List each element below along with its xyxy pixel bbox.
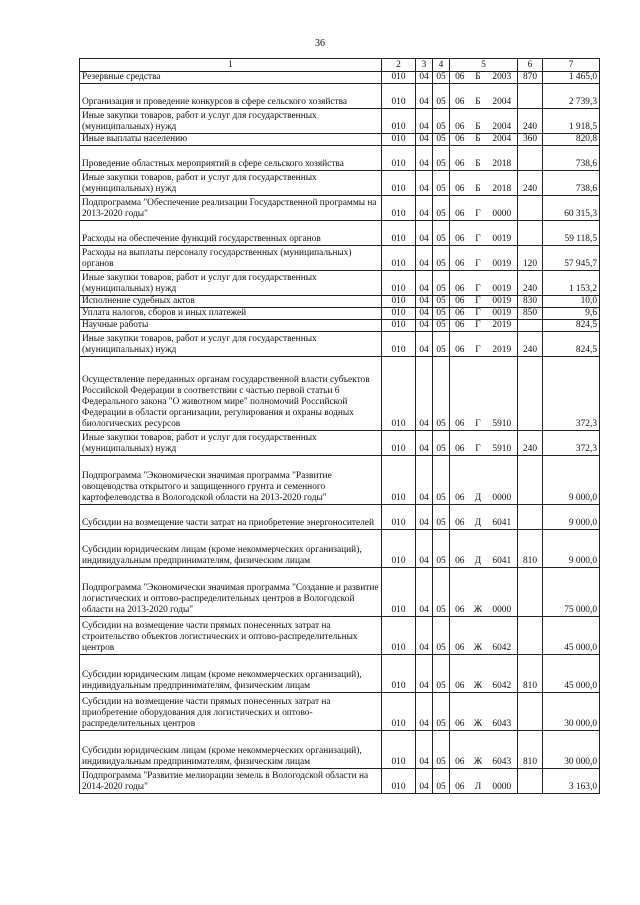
header-cell: 2	[382, 59, 416, 72]
cell-pr: 05	[433, 568, 450, 617]
cell-subprogram: Г	[470, 246, 487, 271]
cell-pr: 05	[433, 693, 450, 731]
cell-expense-type: 120	[518, 246, 543, 271]
cell-expense-type: 240	[518, 109, 543, 134]
cell-expense-type	[518, 320, 543, 332]
header-cell: 1	[80, 59, 382, 72]
cell-name: Субсидии на возмещение части затрат на приобретение энергоносителей	[80, 505, 382, 530]
cell-subprogram: Г	[470, 357, 487, 431]
cell-grbs: 010	[382, 431, 416, 456]
header-cell: 5	[450, 59, 518, 72]
cell-sum: 824,5	[543, 320, 600, 332]
cell-name: Субсидии юридическим лицам (кроме некоммерческих организаций), индивидуальным предпринимателям, физическим лицам	[80, 530, 382, 568]
cell-sum: 372,3	[543, 357, 600, 431]
cell-rz: 04	[416, 617, 433, 655]
table-row	[80, 221, 600, 246]
table-row	[80, 296, 600, 308]
cell-sum: 59 118,5	[543, 221, 600, 246]
cell-rz: 04	[416, 530, 433, 568]
cell-sum: 30 000,0	[543, 731, 600, 769]
cell-expense-type: 360	[518, 134, 543, 146]
cell-direction: 2018	[487, 146, 518, 171]
cell-sum: 3 163,0	[543, 769, 600, 794]
cell-name: Подпрограмма "Экономически значимая программа "Создание и развитие логистических и оптово-распределительных центров в Вологодской области на 2013-2020 годы"	[80, 568, 382, 617]
cell-direction: 0000	[487, 568, 518, 617]
cell-direction: 2019	[487, 332, 518, 357]
cell-sum: 820,8	[543, 134, 600, 146]
cell-rz: 04	[416, 693, 433, 731]
table-row	[80, 171, 600, 196]
cell-subprogram: Б	[470, 72, 487, 84]
cell-name: Иные закупки товаров, работ и услуг для государственных (муниципальных) нужд	[80, 271, 382, 296]
cell-grbs: 010	[382, 357, 416, 431]
cell-pr: 05	[433, 271, 450, 296]
cell-subprogram: Ж	[470, 731, 487, 769]
cell-direction: 0000	[487, 196, 518, 221]
cell-sum: 9,6	[543, 308, 600, 320]
cell-name: Осуществление переданных органам государственной власти субъектов Российской Федерации в соответствии с частью первой статьи 6 Федерального закона "О животном мире" полномочий Российской Федерации в области организации, регулирования и охраны водных биологических ресурсов	[80, 357, 382, 431]
cell-expense-type	[518, 196, 543, 221]
cell-program: 06	[450, 109, 470, 134]
cell-pr: 05	[433, 456, 450, 505]
cell-subprogram: Г	[470, 296, 487, 308]
cell-program: 06	[450, 332, 470, 357]
cell-expense-type: 810	[518, 530, 543, 568]
cell-expense-type	[518, 568, 543, 617]
cell-program: 06	[450, 505, 470, 530]
cell-name: Проведение областных мероприятий в сфере сельского хозяйства	[80, 146, 382, 171]
cell-direction: 6041	[487, 530, 518, 568]
cell-program: 06	[450, 72, 470, 84]
table-row	[80, 693, 600, 731]
table-row	[80, 456, 600, 505]
cell-grbs: 010	[382, 308, 416, 320]
table-row	[80, 72, 600, 84]
cell-subprogram: Г	[470, 271, 487, 296]
cell-pr: 05	[433, 655, 450, 693]
cell-program: 06	[450, 655, 470, 693]
cell-direction: 0019	[487, 296, 518, 308]
table-row	[80, 246, 600, 271]
cell-grbs: 010	[382, 196, 416, 221]
cell-subprogram: Г	[470, 221, 487, 246]
cell-sum: 60 315,3	[543, 196, 600, 221]
cell-grbs: 010	[382, 332, 416, 357]
cell-pr: 05	[433, 72, 450, 84]
cell-name: Субсидии юридическим лицам (кроме некоммерческих организаций), индивидуальным предпринимателям, физическим лицам	[80, 731, 382, 769]
cell-expense-type	[518, 221, 543, 246]
cell-direction: 6042	[487, 655, 518, 693]
cell-rz: 04	[416, 568, 433, 617]
cell-program: 06	[450, 357, 470, 431]
cell-direction: 0000	[487, 769, 518, 794]
cell-pr: 05	[433, 296, 450, 308]
cell-subprogram: Ж	[470, 568, 487, 617]
cell-subprogram: Г	[470, 196, 487, 221]
table-row	[80, 431, 600, 456]
cell-direction: 6043	[487, 731, 518, 769]
cell-program: 06	[450, 146, 470, 171]
cell-name: Организация и проведение конкурсов в сфере сельского хозяйства	[80, 84, 382, 109]
cell-expense-type	[518, 84, 543, 109]
cell-subprogram: Б	[470, 134, 487, 146]
budget-table	[79, 58, 600, 794]
cell-name: Подпрограмма "Экономически значимая программа "Развитие овощеводства открытого и защищенного грунта и семенного картофелеводства в Вологодской области на 2013-2020 годы"	[80, 456, 382, 505]
cell-grbs: 010	[382, 146, 416, 171]
table-row	[80, 357, 600, 431]
cell-direction: 0019	[487, 246, 518, 271]
cell-rz: 04	[416, 271, 433, 296]
cell-rz: 04	[416, 72, 433, 84]
cell-subprogram: Л	[470, 769, 487, 794]
cell-program: 06	[450, 84, 470, 109]
cell-program: 06	[450, 769, 470, 794]
cell-direction: 5910	[487, 357, 518, 431]
cell-program: 06	[450, 246, 470, 271]
cell-expense-type	[518, 769, 543, 794]
cell-grbs: 010	[382, 693, 416, 731]
cell-direction: 2004	[487, 134, 518, 146]
cell-sum: 738,6	[543, 146, 600, 171]
cell-program: 06	[450, 693, 470, 731]
cell-rz: 04	[416, 221, 433, 246]
table-row	[80, 530, 600, 568]
cell-name: Подпрограмма "Обеспечение реализации Государственной программы на 2013-2020 годы"	[80, 196, 382, 221]
cell-subprogram: Г	[470, 431, 487, 456]
cell-program: 06	[450, 134, 470, 146]
cell-grbs: 010	[382, 530, 416, 568]
cell-grbs: 010	[382, 568, 416, 617]
cell-rz: 04	[416, 171, 433, 196]
cell-program: 06	[450, 296, 470, 308]
cell-subprogram: Д	[470, 505, 487, 530]
cell-sum: 738,6	[543, 171, 600, 196]
table-row	[80, 505, 600, 530]
cell-grbs: 010	[382, 505, 416, 530]
cell-pr: 05	[433, 246, 450, 271]
table-row	[80, 308, 600, 320]
cell-direction: 0019	[487, 221, 518, 246]
cell-expense-type	[518, 146, 543, 171]
cell-pr: 05	[433, 769, 450, 794]
cell-sum: 57 945,7	[543, 246, 600, 271]
cell-rz: 04	[416, 134, 433, 146]
cell-program: 06	[450, 171, 470, 196]
cell-rz: 04	[416, 296, 433, 308]
cell-grbs: 010	[382, 731, 416, 769]
cell-expense-type	[518, 357, 543, 431]
cell-grbs: 010	[382, 246, 416, 271]
cell-subprogram: Ж	[470, 617, 487, 655]
cell-subprogram: Д	[470, 456, 487, 505]
cell-name: Расходы на выплаты персоналу государственных (муниципальных) органов	[80, 246, 382, 271]
cell-expense-type: 810	[518, 731, 543, 769]
cell-direction: 6041	[487, 505, 518, 530]
cell-rz: 04	[416, 769, 433, 794]
cell-program: 06	[450, 271, 470, 296]
table-row	[80, 84, 600, 109]
table-body	[80, 59, 600, 794]
cell-pr: 05	[433, 84, 450, 109]
cell-name: Научные работы	[80, 320, 382, 332]
cell-pr: 05	[433, 171, 450, 196]
cell-expense-type: 830	[518, 296, 543, 308]
cell-subprogram: Б	[470, 146, 487, 171]
cell-sum: 1 918,5	[543, 109, 600, 134]
cell-sum: 45 000,0	[543, 655, 600, 693]
cell-rz: 04	[416, 456, 433, 505]
cell-expense-type: 240	[518, 271, 543, 296]
cell-rz: 04	[416, 109, 433, 134]
cell-pr: 05	[433, 320, 450, 332]
cell-name: Исполнение судебных актов	[80, 296, 382, 308]
cell-name: Иные закупки товаров, работ и услуг для государственных (муниципальных) нужд	[80, 109, 382, 134]
cell-direction: 5910	[487, 431, 518, 456]
cell-pr: 05	[433, 505, 450, 530]
cell-expense-type	[518, 693, 543, 731]
cell-rz: 04	[416, 308, 433, 320]
cell-name: Субсидии юридическим лицам (кроме некоммерческих организаций), индивидуальным предпринимателям, физическим лицам	[80, 655, 382, 693]
cell-grbs: 010	[382, 456, 416, 505]
table-row	[80, 196, 600, 221]
cell-direction: 0000	[487, 456, 518, 505]
cell-name: Иные закупки товаров, работ и услуг для государственных (муниципальных) нужд	[80, 332, 382, 357]
cell-pr: 05	[433, 109, 450, 134]
cell-program: 06	[450, 320, 470, 332]
table-row	[80, 146, 600, 171]
cell-grbs: 010	[382, 221, 416, 246]
cell-expense-type: 240	[518, 431, 543, 456]
table-row	[80, 731, 600, 769]
page-number: 36	[315, 38, 325, 49]
cell-name: Субсидии на возмещение части прямых понесенных затрат на приобретение оборудования для логистических и оптово-распределительных центров	[80, 693, 382, 731]
table-row	[80, 568, 600, 617]
cell-direction: 2003	[487, 72, 518, 84]
cell-program: 06	[450, 731, 470, 769]
header-row	[80, 59, 600, 72]
cell-name: Резервные средства	[80, 72, 382, 84]
cell-rz: 04	[416, 655, 433, 693]
cell-subprogram: Г	[470, 332, 487, 357]
cell-program: 06	[450, 221, 470, 246]
cell-rz: 04	[416, 357, 433, 431]
cell-grbs: 010	[382, 84, 416, 109]
cell-direction: 2004	[487, 84, 518, 109]
cell-sum: 1 465,0	[543, 72, 600, 84]
cell-expense-type	[518, 456, 543, 505]
cell-grbs: 010	[382, 72, 416, 84]
cell-pr: 05	[433, 617, 450, 655]
cell-sum: 75 000,0	[543, 568, 600, 617]
cell-subprogram: Ж	[470, 655, 487, 693]
cell-sum: 30 000,0	[543, 693, 600, 731]
cell-sum: 9 000,0	[543, 456, 600, 505]
cell-grbs: 010	[382, 617, 416, 655]
cell-grbs: 010	[382, 109, 416, 134]
cell-pr: 05	[433, 134, 450, 146]
cell-direction: 0019	[487, 271, 518, 296]
header-cell: 3	[416, 59, 433, 72]
cell-subprogram: Б	[470, 171, 487, 196]
cell-pr: 05	[433, 221, 450, 246]
cell-program: 06	[450, 617, 470, 655]
cell-sum: 10,0	[543, 296, 600, 308]
cell-pr: 05	[433, 731, 450, 769]
cell-program: 06	[450, 530, 470, 568]
cell-expense-type: 850	[518, 308, 543, 320]
cell-rz: 04	[416, 431, 433, 456]
cell-pr: 05	[433, 530, 450, 568]
cell-pr: 05	[433, 146, 450, 171]
cell-name: Подпрограмма "Развитие мелиорации земель в Вологодской области на 2014-2020 годы"	[80, 769, 382, 794]
header-cell: 4	[433, 59, 450, 72]
cell-rz: 04	[416, 320, 433, 332]
cell-subprogram: Б	[470, 109, 487, 134]
cell-sum: 1 153,2	[543, 271, 600, 296]
cell-name: Иные закупки товаров, работ и услуг для государственных (муниципальных) нужд	[80, 431, 382, 456]
cell-pr: 05	[433, 332, 450, 357]
cell-expense-type	[518, 617, 543, 655]
cell-grbs: 010	[382, 769, 416, 794]
cell-direction: 2018	[487, 171, 518, 196]
cell-rz: 04	[416, 146, 433, 171]
cell-name: Иные выплаты населению	[80, 134, 382, 146]
table-row	[80, 617, 600, 655]
cell-rz: 04	[416, 731, 433, 769]
cell-rz: 04	[416, 505, 433, 530]
cell-direction: 0019	[487, 308, 518, 320]
cell-direction: 6042	[487, 617, 518, 655]
cell-subprogram: Д	[470, 530, 487, 568]
cell-sum: 824,5	[543, 332, 600, 357]
cell-pr: 05	[433, 357, 450, 431]
cell-grbs: 010	[382, 271, 416, 296]
cell-grbs: 010	[382, 296, 416, 308]
table-row	[80, 271, 600, 296]
cell-pr: 05	[433, 431, 450, 456]
cell-sum: 9 000,0	[543, 530, 600, 568]
cell-rz: 04	[416, 332, 433, 357]
cell-rz: 04	[416, 196, 433, 221]
cell-subprogram: Г	[470, 308, 487, 320]
cell-program: 06	[450, 308, 470, 320]
cell-grbs: 010	[382, 171, 416, 196]
cell-program: 06	[450, 568, 470, 617]
table-row	[80, 332, 600, 357]
cell-grbs: 010	[382, 320, 416, 332]
cell-subprogram: Б	[470, 84, 487, 109]
cell-name: Иные закупки товаров, работ и услуг для государственных (муниципальных) нужд	[80, 171, 382, 196]
cell-sum: 2 739,3	[543, 84, 600, 109]
cell-subprogram: Г	[470, 320, 487, 332]
cell-expense-type: 240	[518, 171, 543, 196]
cell-pr: 05	[433, 308, 450, 320]
cell-expense-type: 810	[518, 655, 543, 693]
cell-sum: 45 000,0	[543, 617, 600, 655]
cell-name: Уплата налогов, сборов и иных платежей	[80, 308, 382, 320]
cell-name: Расходы на обеспечение функций государственных органов	[80, 221, 382, 246]
cell-expense-type: 240	[518, 332, 543, 357]
cell-expense-type: 870	[518, 72, 543, 84]
cell-program: 06	[450, 431, 470, 456]
table-row	[80, 769, 600, 794]
header-cell: 6	[518, 59, 543, 72]
cell-subprogram: Ж	[470, 693, 487, 731]
header-cell: 7	[543, 59, 600, 72]
cell-rz: 04	[416, 246, 433, 271]
cell-program: 06	[450, 196, 470, 221]
table-row	[80, 134, 600, 146]
cell-grbs: 010	[382, 134, 416, 146]
cell-sum: 372,3	[543, 431, 600, 456]
cell-grbs: 010	[382, 655, 416, 693]
cell-direction: 2019	[487, 320, 518, 332]
cell-pr: 05	[433, 196, 450, 221]
table-row	[80, 320, 600, 332]
cell-direction: 2004	[487, 109, 518, 134]
cell-expense-type	[518, 505, 543, 530]
cell-program: 06	[450, 456, 470, 505]
table-row	[80, 655, 600, 693]
cell-name: Субсидии на возмещение части прямых понесенных затрат на строительство объектов логистических и оптово-распределительных центров	[80, 617, 382, 655]
cell-sum: 9 000,0	[543, 505, 600, 530]
cell-rz: 04	[416, 84, 433, 109]
cell-direction: 6043	[487, 693, 518, 731]
table-row	[80, 109, 600, 134]
